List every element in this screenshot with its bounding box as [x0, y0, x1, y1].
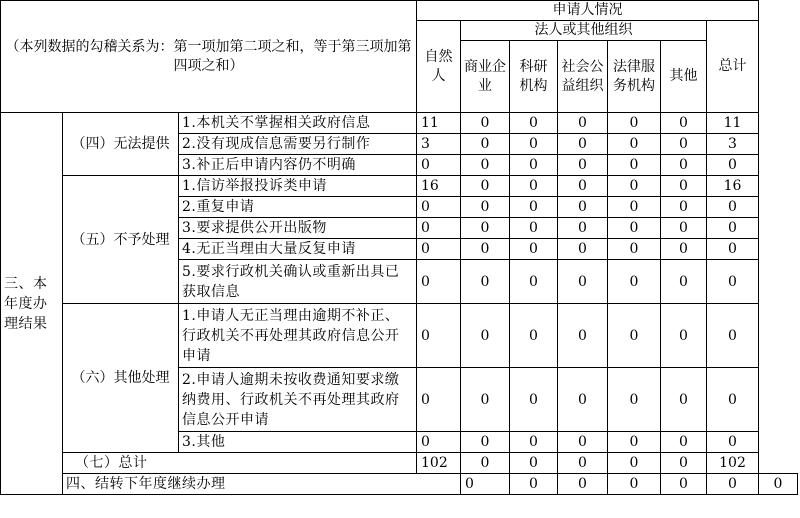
cell-value: 0 — [608, 432, 661, 453]
row-item: 2.申请人逾期未按收费通知要求缴纳费用、行政机关不再处理其政府信息公开申请 — [179, 368, 417, 432]
applicant-header: 申请人情况 — [417, 1, 759, 21]
cell-value: 0 — [608, 197, 661, 218]
cell-value: 102 — [417, 453, 461, 474]
section4-label: 四、结转下年度继续办理 — [63, 474, 461, 495]
row-item: 2.没有现成信息需要另行制作 — [179, 134, 417, 155]
cell-value: 0 — [461, 260, 510, 304]
cell-value: 0 — [510, 113, 558, 134]
cell-value: 0 — [558, 453, 608, 474]
cell-value: 0 — [558, 218, 608, 239]
cell-value: 0 — [461, 453, 510, 474]
cell-value: 0 — [461, 134, 510, 155]
cell-value: 0 — [608, 239, 661, 260]
col-header-public-welfare: 社会公益组织 — [558, 41, 608, 113]
cell-value: 0 — [661, 260, 707, 304]
cell-value: 0 — [661, 474, 707, 495]
cell-value: 0 — [461, 113, 510, 134]
legal-group-header: 法人或其他组织 — [461, 21, 707, 41]
cell-value: 0 — [608, 304, 661, 368]
cell-value: 0 — [661, 432, 707, 453]
cell-value: 0 — [707, 155, 759, 176]
corner-note: （本列数据的勾稽关系为：第一项加第二项之和，等于第三项加第四项之和） — [5, 38, 412, 74]
cell-value: 0 — [661, 368, 707, 432]
group-label-5: （五）不予处理 — [63, 176, 179, 304]
corner-note-cell — [1, 1, 417, 113]
cell-value: 0 — [608, 474, 661, 495]
cell-value: 0 — [417, 432, 461, 453]
cell-value: 0 — [417, 304, 461, 368]
row-item: 1.申请人无正当理由逾期不补正、行政机关不再处理其政府信息公开申请 — [179, 304, 417, 368]
cell-value: 0 — [461, 368, 510, 432]
cell-value: 0 — [608, 260, 661, 304]
section3-label: 三、本年度办理结果 — [1, 113, 63, 495]
cell-value: 16 — [707, 176, 759, 197]
cell-value: 0 — [461, 474, 510, 495]
cell-value: 0 — [661, 155, 707, 176]
cell-value: 0 — [661, 134, 707, 155]
cell-value: 0 — [558, 432, 608, 453]
cell-value: 0 — [558, 260, 608, 304]
col-header-other: 其他 — [661, 41, 707, 113]
carryover-row — [1, 474, 798, 495]
cell-value: 0 — [707, 197, 759, 218]
cell-value: 0 — [510, 453, 558, 474]
cell-value: 16 — [417, 176, 461, 197]
group-label-4: （四）无法提供 — [63, 113, 179, 176]
cell-value: 0 — [461, 176, 510, 197]
total-row — [1, 453, 798, 474]
cell-value: 0 — [417, 197, 461, 218]
cell-value: 3 — [707, 134, 759, 155]
col-header-legal-service: 法律服务机构 — [608, 41, 661, 113]
cell-value: 0 — [661, 197, 707, 218]
cell-value: 0 — [510, 239, 558, 260]
row-item: 5.要求行政机关确认或重新出具已获取信息 — [179, 260, 417, 304]
cell-value: 0 — [608, 176, 661, 197]
cell-value: 0 — [558, 368, 608, 432]
cell-value: 0 — [558, 134, 608, 155]
cell-value: 0 — [417, 368, 461, 432]
cell-value: 0 — [510, 218, 558, 239]
cell-value: 0 — [417, 155, 461, 176]
cell-value: 0 — [417, 239, 461, 260]
cell-value: 0 — [510, 474, 558, 495]
cell-value: 0 — [558, 304, 608, 368]
col-header-research: 科研机构 — [510, 41, 558, 113]
cell-value: 0 — [707, 304, 759, 368]
table-row — [1, 176, 798, 197]
cell-value: 0 — [417, 260, 461, 304]
cell-value: 0 — [661, 176, 707, 197]
total-header: 总计 — [707, 21, 759, 113]
cell-value: 0 — [707, 218, 759, 239]
cell-value: 3 — [417, 134, 461, 155]
row-item: 4.无正当理由大量反复申请 — [179, 239, 417, 260]
cell-value: 0 — [461, 304, 510, 368]
cell-value: 0 — [510, 155, 558, 176]
total-row-label: （七）总计 — [63, 453, 417, 474]
cell-value: 0 — [608, 134, 661, 155]
cell-value: 0 — [558, 113, 608, 134]
cell-value: 102 — [707, 453, 759, 474]
cell-value: 0 — [608, 155, 661, 176]
cell-value: 0 — [461, 218, 510, 239]
cell-value: 0 — [510, 432, 558, 453]
col-header-business: 商业企业 — [461, 41, 510, 113]
cell-value: 0 — [558, 474, 608, 495]
cell-value: 0 — [661, 453, 707, 474]
row-item: 1.信访举报投诉类申请 — [179, 176, 417, 197]
cell-value: 0 — [510, 197, 558, 218]
cell-value: 0 — [417, 218, 461, 239]
cell-value: 0 — [510, 176, 558, 197]
row-item: 1.本机关不掌握相关政府信息 — [179, 113, 417, 134]
cell-value: 0 — [707, 368, 759, 432]
natural-person-header: 自然人 — [417, 21, 461, 113]
cell-value: 0 — [707, 432, 759, 453]
cell-value: 0 — [558, 155, 608, 176]
cell-value: 0 — [759, 474, 798, 495]
row-item: 3.要求提供公开出版物 — [179, 218, 417, 239]
cell-value: 0 — [608, 113, 661, 134]
cell-value: 0 — [608, 453, 661, 474]
cell-value: 0 — [661, 218, 707, 239]
cell-value: 0 — [510, 134, 558, 155]
cell-value: 11 — [417, 113, 461, 134]
cell-value: 0 — [510, 304, 558, 368]
cell-value: 0 — [707, 239, 759, 260]
cell-value: 0 — [461, 197, 510, 218]
cell-value: 0 — [510, 368, 558, 432]
cell-value: 0 — [510, 260, 558, 304]
cell-value: 0 — [661, 304, 707, 368]
cell-value: 0 — [707, 260, 759, 304]
row-item: 3.其他 — [179, 432, 417, 453]
row-item: 2.重复申请 — [179, 197, 417, 218]
cell-value: 11 — [707, 113, 759, 134]
cell-value: 0 — [661, 113, 707, 134]
cell-value: 0 — [707, 474, 759, 495]
cell-value: 0 — [461, 155, 510, 176]
group-label-6: （六）其他处理 — [63, 304, 179, 453]
cell-value: 0 — [461, 432, 510, 453]
cell-value: 0 — [608, 368, 661, 432]
table-row — [1, 304, 798, 368]
cell-value: 0 — [558, 197, 608, 218]
cell-value: 0 — [558, 239, 608, 260]
row-item: 3.补正后申请内容仍不明确 — [179, 155, 417, 176]
table-row — [1, 113, 798, 134]
cell-value: 0 — [461, 239, 510, 260]
cell-value: 0 — [558, 176, 608, 197]
cell-value: 0 — [661, 239, 707, 260]
cell-value: 0 — [608, 218, 661, 239]
